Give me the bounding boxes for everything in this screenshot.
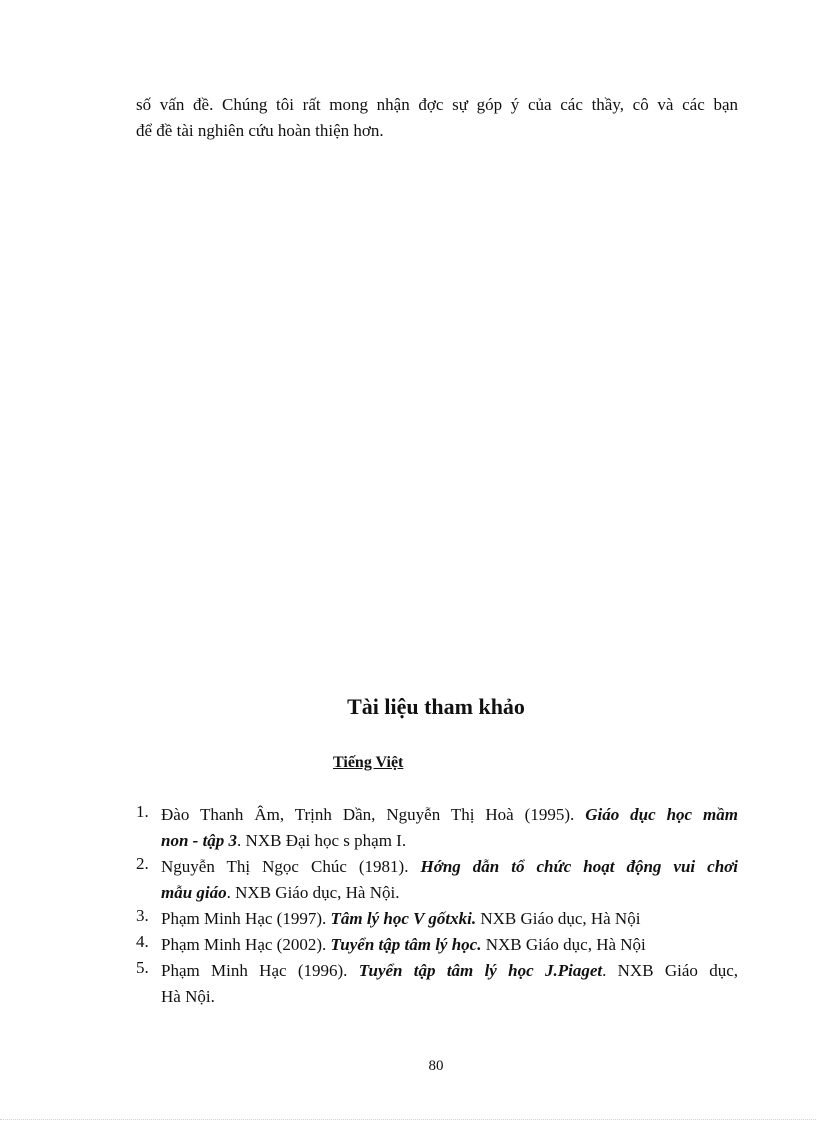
reference-title: Hớng dẫn tổ chức hoạt động vui chơi bbox=[420, 857, 738, 876]
reference-authors: Phạm Minh Hạc (2002). bbox=[161, 935, 331, 954]
reference-publisher: . NXB Giáo dục, Hà Nội. bbox=[226, 883, 400, 902]
reference-item-1 bbox=[136, 802, 738, 854]
reference-authors: Phạm Minh Hạc (1996). bbox=[161, 961, 359, 980]
reference-number: 5. bbox=[136, 958, 149, 977]
page-number: 80 bbox=[428, 1058, 444, 1074]
reference-line bbox=[161, 802, 738, 828]
reference-title: mẫu giáo bbox=[161, 883, 227, 902]
reference-authors: Phạm Minh Hạc (1997). bbox=[161, 909, 331, 928]
reference-line bbox=[161, 984, 738, 1010]
reference-title: Tuyển tập tâm lý học. bbox=[330, 935, 482, 954]
reference-line bbox=[161, 932, 738, 958]
reference-publisher: . NXB Giáo dục, bbox=[602, 961, 738, 980]
reference-line bbox=[161, 906, 738, 932]
reference-number: 1. bbox=[136, 802, 149, 821]
reference-number: 4. bbox=[136, 932, 149, 951]
reference-line bbox=[161, 880, 738, 906]
reference-item-3 bbox=[136, 906, 738, 932]
reference-list bbox=[136, 802, 738, 1010]
footer-divider bbox=[0, 1119, 816, 1120]
reference-number: 2. bbox=[136, 854, 149, 873]
reference-title: Tâm lý học V gốtxki. bbox=[330, 909, 477, 928]
reference-item-5 bbox=[136, 958, 738, 1010]
reference-title: non - tập 3 bbox=[161, 831, 238, 850]
reference-authors: Đào Thanh Âm, Trịnh Dần, Nguyễn Thị Hoà (1995). bbox=[161, 805, 586, 824]
paragraph-line-1: số vấn đề. Chúng tôi rất mong nhận đợc sự góp ý của các thầy, cô và các bạn bbox=[136, 95, 738, 114]
reference-publisher: Hà Nội. bbox=[161, 987, 215, 1006]
reference-publisher: NXB Giáo dục, Hà Nội bbox=[476, 909, 641, 928]
reference-item-2 bbox=[136, 854, 738, 906]
references-title: Tài liệu tham khảo bbox=[347, 694, 525, 719]
reference-item-4 bbox=[136, 932, 738, 958]
reference-publisher: . NXB Đại học s phạm I. bbox=[237, 831, 407, 850]
reference-line bbox=[161, 828, 738, 854]
reference-line bbox=[161, 854, 738, 880]
reference-title: Giáo dục học mầm bbox=[585, 805, 738, 824]
references-section-heading: Tiếng Việt bbox=[333, 754, 404, 771]
paragraph-line-2: để đề tài nghiên cứu hoàn thiện hơn. bbox=[136, 121, 384, 140]
reference-publisher: NXB Giáo dục, Hà Nội bbox=[481, 935, 646, 954]
reference-authors: Nguyễn Thị Ngọc Chúc (1981). bbox=[161, 857, 421, 876]
reference-title: Tuyển tập tâm lý học J.Piaget bbox=[358, 961, 603, 980]
reference-number: 3. bbox=[136, 906, 149, 925]
reference-line bbox=[161, 958, 738, 984]
